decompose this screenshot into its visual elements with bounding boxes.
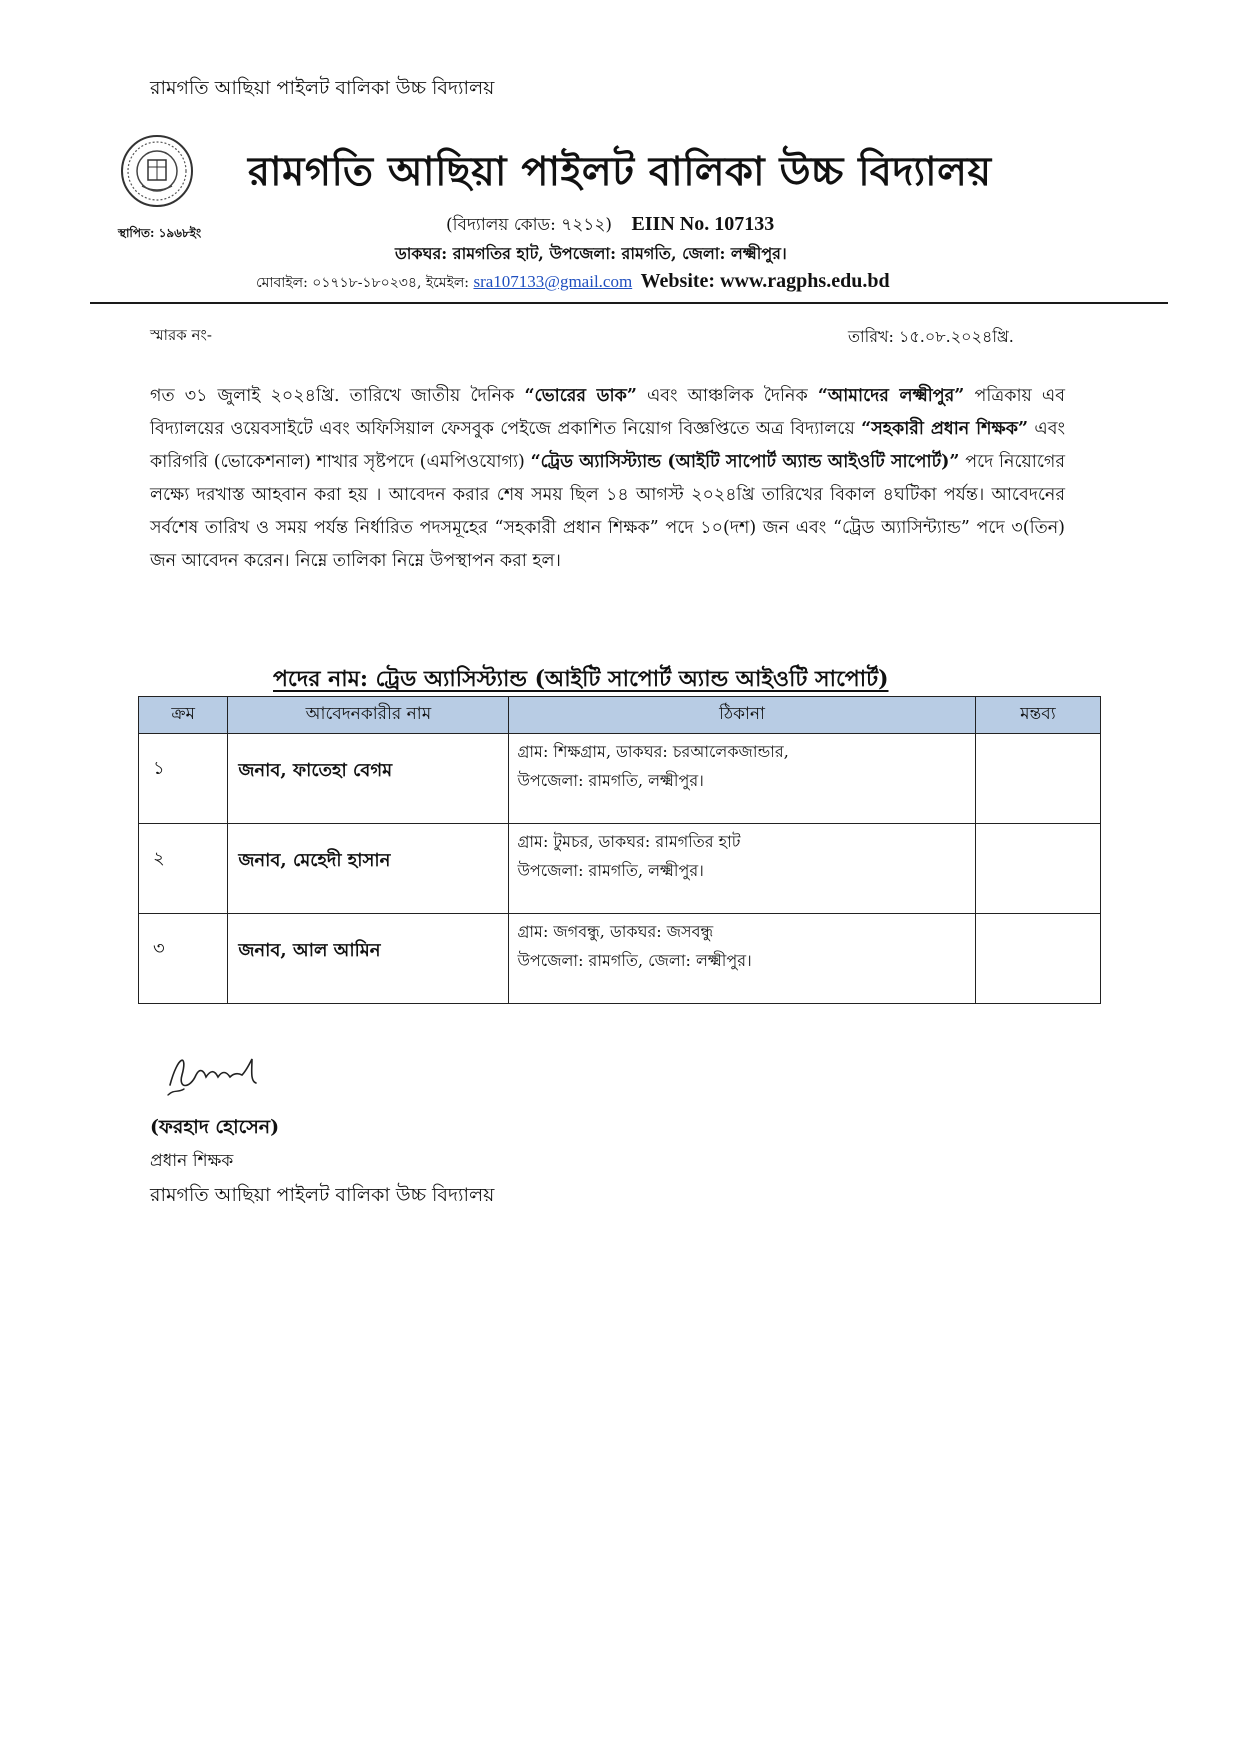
established-label: স্থাপিত: ১৯৬৮ইং — [118, 226, 202, 240]
cell-address — [509, 734, 975, 824]
body-text-1: গত ৩১ জুলাই ২০২৪খ্রি. তারিখে জাতীয় দৈনিক — [150, 386, 525, 406]
memo-number: স্মারক নং- — [150, 326, 212, 344]
signatory-name: (ফরহাদ হোসেন) — [150, 1116, 280, 1138]
cell-serial: ৩ — [139, 914, 228, 1004]
body-text-2: এবং আঞ্চলিক দৈনিক — [636, 386, 818, 406]
header-address: ঠিকানা — [509, 697, 975, 734]
email-link[interactable]: sra107133@gmail.com — [473, 272, 633, 291]
table-row — [139, 734, 1101, 824]
website-label: Website: www.ragphs.edu.bd — [640, 270, 890, 292]
body-text-4: এবং কারিগরি (ভোকেশনাল) শাখার সৃষ্টপদে (এমপিওযোগ্য) — [150, 419, 1065, 472]
body-text-5: পদে নিয়োগের লক্ষ্যে দরখাস্ত আহবান করা হয় । আবেদন করার শেষ সময় ছিল ১৪ আগস্ট ২০২৪খ্রি তারিখের বিকাল ৪ঘটিকা পর্যন্ত। আবেদনের সর্বশেষ তারিখ ও সময় পর্যন্ত নির্ধারিত পদসমূহের “সহকারী প্রধান শিক্ষক” পদে ১০(দশ) জন এবং “ট্রেড অ্যাসিন্ট্যান্ড” পদে ৩(তিন) জন আবেদন করেন। নিম্নে তালিকা নিম্নে উপস্থাপন করা হল। — [150, 452, 1065, 571]
header-name: আবেদনকারীর নাম — [228, 697, 509, 734]
school-title: রামগতি আছিয়া পাইলট বালিকা উচ্চ বিদ্যালয় — [248, 149, 992, 195]
eiin-number: EIIN No. 107133 — [631, 213, 775, 235]
contact-line — [256, 270, 890, 295]
applicants-table — [138, 696, 1101, 1004]
address-line-2: উপজেলা: রামগতি, লক্ষ্মীপুর। — [517, 861, 704, 880]
address-line-1: গ্রাম: শিক্ষগ্রাম, ডাকঘর: চরআলেকজান্ডার, — [517, 742, 789, 761]
cell-name: জনাব, ফাতেহা বেগম — [228, 734, 509, 824]
school-code-line — [446, 212, 774, 240]
cell-name: জনাব, আল আমিন — [228, 914, 509, 1004]
address-line-1: গ্রাম: জগবন্ধু, ডাকঘর: জসবন্ধু — [517, 922, 714, 941]
signatory-title: প্রধান শিক্ষক — [150, 1151, 234, 1171]
header-divider — [90, 302, 1168, 304]
address-line-2: উপজেলা: রামগতি, লক্ষ্মীপুর। — [517, 771, 704, 790]
table-row — [139, 914, 1101, 1004]
newspaper-1: “ভোরের ডাক” — [524, 386, 637, 406]
header-remarks: মন্তব্য — [975, 697, 1100, 734]
signature-icon — [160, 1045, 270, 1101]
cell-serial: ২ — [139, 824, 228, 914]
address-line-2: উপজেলা: রামগতি, জেলা: লক্ষ্মীপুর। — [517, 951, 752, 970]
school-address: ডাকঘর: রামগতির হাট, উপজেলা: রামগতি, জেলা: লক্ষ্মীপুর। — [395, 244, 787, 263]
table-header-row — [139, 697, 1101, 734]
body-paragraph — [150, 380, 1065, 578]
table-row — [139, 824, 1101, 914]
newspaper-2: “আমাদের লক্ষ্মীপুর” — [817, 386, 965, 406]
table-title: পদের নাম: ট্রেড অ্যাসিস্ট্যান্ড (আইটি সাপোর্ট অ্যান্ড আইওটি সাপোর্ট) — [273, 666, 889, 692]
top-school-name: রামগতি আছিয়া পাইলট বালিকা উচ্চ বিদ্যালয় — [150, 77, 495, 99]
school-seal-icon — [120, 134, 194, 208]
body-text-3: পত্রিকায় এব বিদ্যালয়ের ওয়েবসাইটে এবং অফিসিয়াল ফেসবুক পেইজে প্রকাশিত নিয়োগ বিজ্ঞপ্তিতে অত্র বিদ্যালয়ে — [150, 386, 1065, 439]
cell-remarks — [975, 914, 1100, 1004]
address-line-1: গ্রাম: টুমচর, ডাকঘর: রামগতির হাট — [517, 832, 741, 851]
cell-remarks — [975, 734, 1100, 824]
letter-date: তারিখ: ১৫.০৮.২০২৪খ্রি. — [848, 327, 1014, 346]
signatory-school: রামগতি আছিয়া পাইলট বালিকা উচ্চ বিদ্যালয় — [150, 1184, 495, 1206]
cell-address — [509, 914, 975, 1004]
cell-remarks — [975, 824, 1100, 914]
post-trade-assistant: “ট্রেড অ্যাসিস্ট্যান্ড (আইটি সাপোর্ট অ্যান্ড আইওটি সাপোর্ট)” — [530, 452, 960, 472]
cell-address — [509, 824, 975, 914]
contact-prefix: মোবাইল: ০১৭১৮-১৮০২৩৪, ইমেইল: — [256, 275, 470, 291]
cell-serial: ১ — [139, 734, 228, 824]
post-assistant-head: “সহকারী প্রধান শিক্ষক” — [861, 419, 1029, 439]
school-code: (বিদ্যালয় কোড: ৭২১২) — [446, 215, 613, 235]
cell-name: জনাব, মেহেদী হাসান — [228, 824, 509, 914]
header-serial: ক্রম — [139, 697, 228, 734]
